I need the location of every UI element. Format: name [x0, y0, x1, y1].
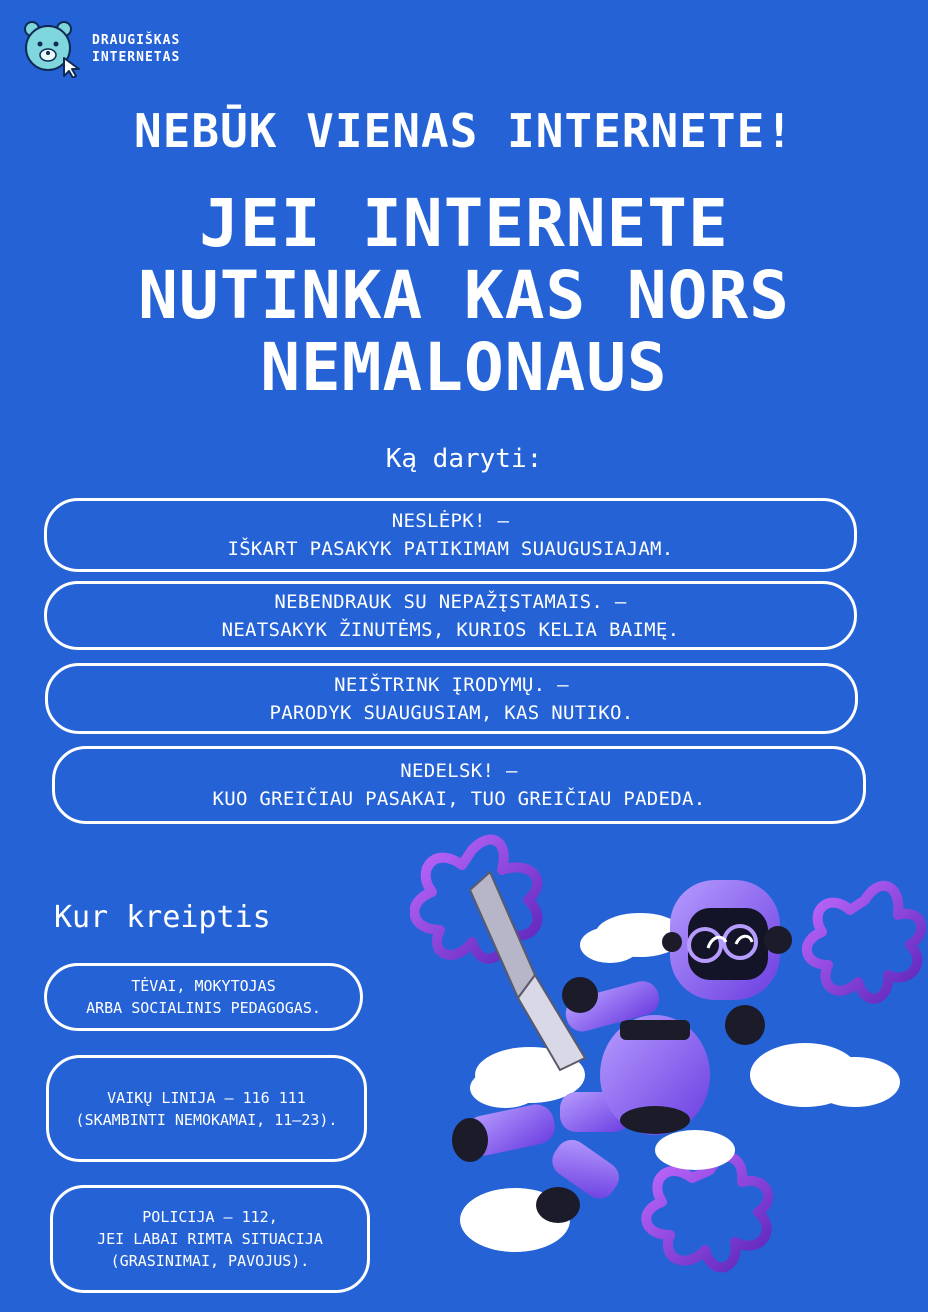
contact-item-police [50, 1185, 370, 1293]
cloud [655, 1130, 735, 1170]
advice-item-text: NEATSAKYK ŽINUTĖMS, KURIOS KELIA BAIMĘ. [221, 618, 680, 641]
advice-item-text: KUO GREIČIAU PASAKAI, TUO GREIČIAU PADEDA. [212, 788, 706, 810]
advice-item-title: NESLĖPK! – [391, 510, 510, 532]
contact-item-parents-teachers [44, 963, 363, 1031]
page-title [0, 185, 928, 406]
star-shape-right [807, 886, 921, 999]
star-shape-bottom [646, 1157, 768, 1267]
what-to-do-heading: Ką daryti: [385, 444, 543, 474]
brand-logo [22, 20, 180, 78]
contact-item-child-line [46, 1055, 367, 1162]
advice-item-text: PARODYK SUAUGUSIAM, KAS NUTIKO. [269, 701, 634, 724]
advice-item-dont-delay [52, 746, 866, 824]
contact-line: POLICIJA – 112, [142, 1208, 278, 1226]
bear-logo-icon [22, 20, 84, 78]
brand-name [92, 32, 180, 66]
advice-item-title: NEIŠTRINK ĮRODYMŲ. – [334, 673, 569, 696]
title-line-3: NEMALONAUS [260, 329, 668, 406]
advice-item-text: IŠKART PASAKYK PATIKIMAM SUAUGUSIAJAM. [227, 538, 674, 560]
where-to-turn-heading: Kur kreiptis [54, 900, 271, 935]
robot-with-laptop-illustration [410, 830, 928, 1312]
brand-line-1: DRAUGIŠKAS [92, 33, 181, 48]
advice-item-keep-evidence [45, 663, 858, 734]
brand-line-2: INTERNETAS [92, 50, 181, 65]
advice-item-dont-hide [44, 498, 857, 572]
contact-line: (SKAMBINTI NEMOKAMAI, 11–23). [75, 1110, 338, 1129]
advice-item-no-strangers [44, 581, 857, 650]
headline: NEBŪK VIENAS INTERNETE! [134, 104, 794, 158]
advice-item-title: NEBENDRAUK SU NEPAŽĮSTAMAIS. – [274, 590, 627, 613]
advice-item-title: NEDELSK! – [400, 760, 518, 782]
title-line-1: JEI INTERNETE [199, 185, 729, 262]
contact-line: VAIKŲ LINIJA – 116 111 [107, 1088, 306, 1107]
contact-line: TĖVAI, MOKYTOJAS [131, 977, 276, 995]
contact-line: JEI LABAI RIMTA SITUACIJA [97, 1230, 323, 1248]
title-line-2: NUTINKA KAS NORS [138, 257, 790, 334]
contact-line: ARBA SOCIALINIS PEDAGOGAS. [86, 999, 321, 1017]
contact-line: (GRASINIMAI, PAVOJUS). [110, 1252, 310, 1270]
